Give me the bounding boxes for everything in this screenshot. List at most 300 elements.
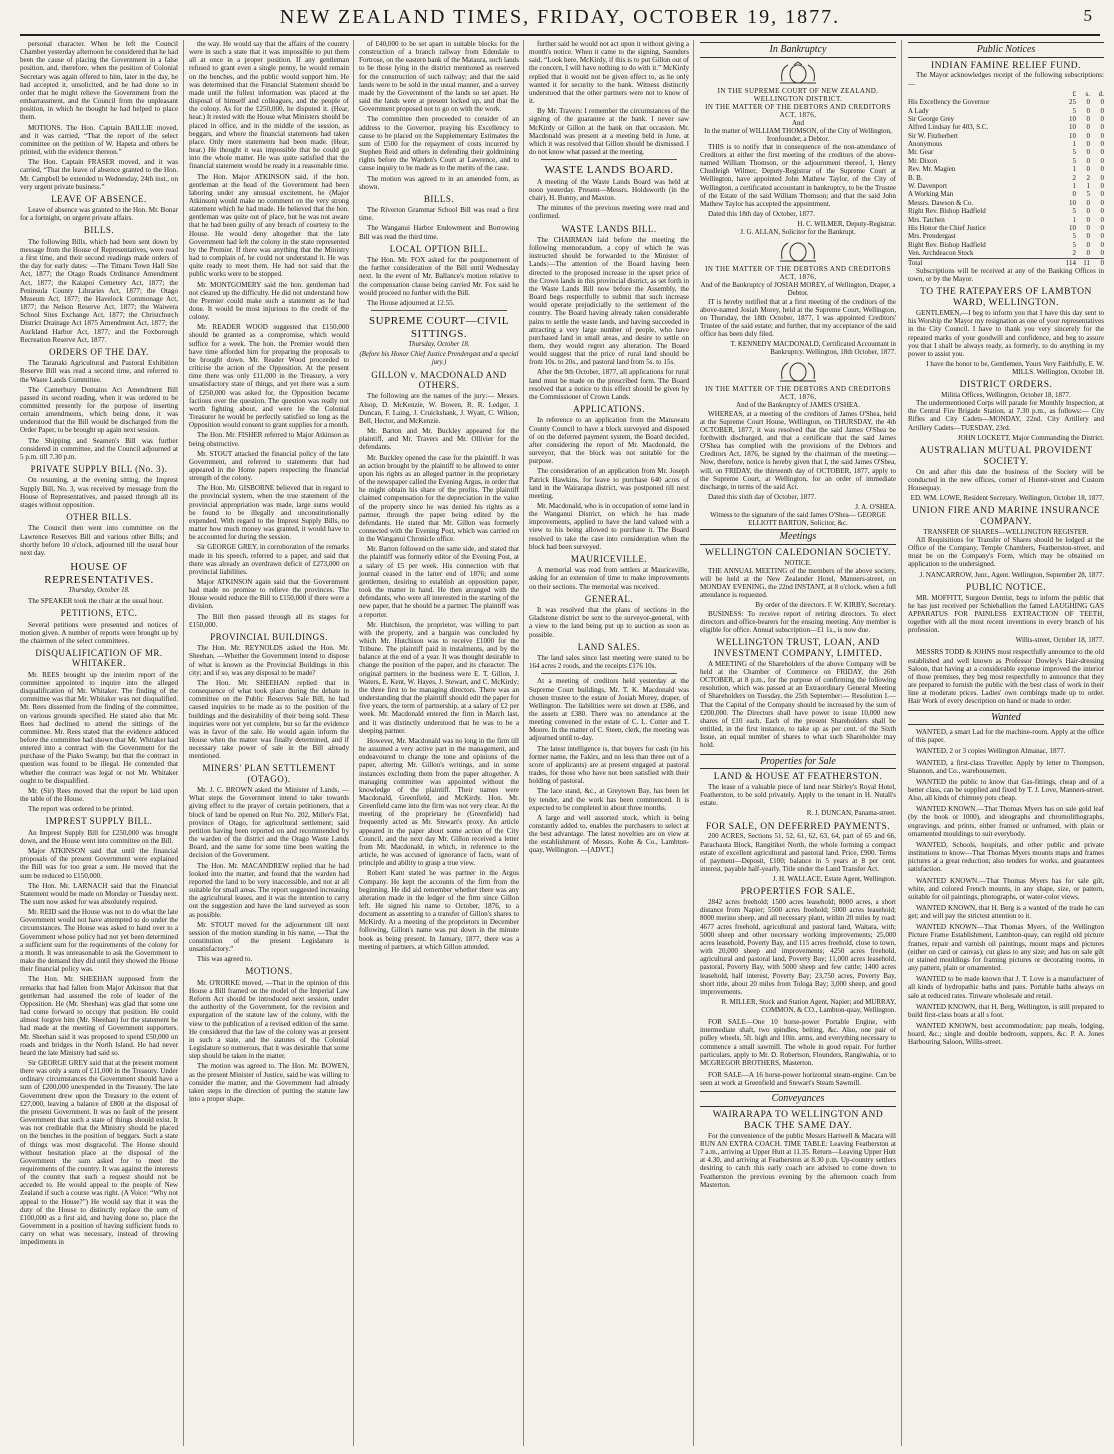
amount-cell: 0 — [1072, 190, 1076, 199]
article-paragraph: After the 9th October, 1877, all applications for rural land must be made on the prescribed form. The Board resolved that a notice to this effect should be given by the Commissioner of Crown Lands. — [529, 368, 689, 401]
article-paragraph: The following are the names of the jury:— Messrs. Alsop, D. McKenzie, W. Bowen, R. R. Ledger, J. Duncan, F. Laing, J. Cruickshank, J. Wyatt, C. Wilson, Bell, Hector, and McKenzie. — [359, 392, 519, 425]
amount-cell: 0 — [1100, 114, 1104, 123]
table-row — [908, 216, 1104, 224]
amount-cell: 1 — [1072, 165, 1076, 174]
article-paragraph: The Hon. Mr. REYNOLDS asked the Hon. Mr. Sheehan, —Whether the Government intend to dispose of what is known as the Provincial Buildings in this city; and if so, was any disposal to be made? — [189, 644, 349, 677]
section-heading: LAND SALES. — [577, 641, 641, 652]
amount-cell: 10 — [1069, 198, 1076, 207]
ad-caption: LAND & HOUSE AT FEATHERSTON. — [713, 772, 883, 783]
article-paragraph: The Taranaki Agricultural and Pastoral Exhibition Reserve Bill was read a second time, and referred to the Waste Lands Committee. — [20, 359, 178, 384]
subscription-rows — [908, 98, 1104, 258]
section-heading: APPLICATIONS. — [573, 404, 645, 415]
ad-signature: I have the honor to be, Gentlemen, Yours Very Faithfully, E. W. MILLS. Wellington, October 18. — [926, 360, 1104, 377]
total-cell: 114 — [1062, 258, 1076, 267]
ad-body: THE ANNUAL MEETING of the members of the above society, will be held at the New Zealander Hotel, Manners-street, on MONDAY EVENING, the 22nd INSTANT, at 8 o'clock, when a full attendance is requested. — [700, 566, 896, 600]
subscription-table — [908, 90, 1104, 267]
meeting-ad — [700, 638, 896, 750]
ad-body: MR. MOFFITT, Surgeon Dentist, begs to inform the public that he has just received per Schiehallion the famed LAUGHING GAS APPARATUS FOR PAINLESS EXTRACTION OF TEETH, together with all the most recent inventions in every branch of his profession. — [908, 593, 1104, 635]
wanted-ad: WANTED KNOWN, that H. Berg, Wellington, is still prepared to build first-class boats at all s foot. — [908, 1002, 1104, 1019]
subscriber-name: His Honor the Chief Justice — [908, 223, 986, 232]
ad-signature: R. MILLER, Stock and Station Agent, Napier; and MURRAY, COMMON, & CO., Lambton-quay, Wellington. — [721, 998, 896, 1015]
ad-body: A MEETING of the Shareholders of the above Company will be held at the Chamber of Commerce on FRIDAY, the 26th OCTOBER, at 8 p.m., for the purpose of confirming the following resolution, which was passed at an Extraordinary General Meeting of Shareholders on Tuesday, the 25th September:— Resolution I.—That the Capital of the Company should be increased by the sum of £200,000. The Directors shall have power to issue 10,000 new shares of £10 each. Each of the present Shareholders shall be entitled, in the first instance, to take up as per cent. of the Sixth Issue, an equal number of shares to what such Shareholder may hold. — [700, 659, 896, 750]
amount-cell: 1 — [1072, 182, 1076, 191]
subscriber-name: Right Rev. Bishop Hadfield — [908, 207, 986, 216]
notice-subtitle: And of the Bankruptcy of JOSIAH MOREY, of Wellington, Draper, a Debtor. — [700, 281, 896, 298]
amount-cell: 0 — [1100, 190, 1104, 199]
ad-body: 2842 acres freehold; 1500 acres leasehold; 8000 acres, a short distance from Napier; 5500 acres freehold; 5000 acres leasehold; 8000 merino sheep, and all necessary plant, within 20 miles by road; 4677 acres freehold, agricultural and pastoral land, Waitara, with; 5000 sheep and other necessary working improvements; 25,000 acres leasehold, Poverty Bay, and 115 acres freehold, close to town, with 20,000 sheep and improvements; 4250 acres freehold, agricultural and pastoral land, Poverty Bay; 11,000 acres leasehold, pastoral, Poverty Bay, with 5000 sheep and few cattle; 1400 acres leasehold, half interest, Poverty Bay; 23,750 acres, Poverty Bay, short title, about 20 miles from Tologa Bay; 3,000 sheep, and good improvements. — [700, 898, 896, 996]
article-paragraph: The motion was agreed to. The Hon. Mr. BOWEN, as the present Minister of Justice, said he was willing to consider the matter, and the Government had already taken steps in the direction of putting the statute law into a proper shape. — [189, 1062, 349, 1103]
subscriber-name: Rev. Mr. Magien — [908, 165, 956, 174]
article-paragraph: The latest intelligence is, that buyers for cash (in his former name, the Fakirs, and no less than three out of a score of applicants) are at present engaged at pastoral trades, for those who have not been satisfied with their holding of pastoral. — [529, 744, 689, 786]
amount-cell: 0 — [1086, 98, 1090, 107]
amount-cell: 25 — [1069, 98, 1076, 107]
amount-cell: 2 — [1072, 173, 1076, 182]
amount-cell: 0 — [1086, 114, 1090, 123]
column-3 — [353, 40, 524, 1446]
notice-body: THIS is to notify that in consequence of the non-attendance of Creditors at either the first meeting of the creditors of the above-named William Thomson, or the adjournment thereof, I, Henry Chudleigh Wilmer, Deputy-Registrar of the Supreme Court at Wellington, have appointed John Mathew Taylor, of the City of Wellington, a certificated accountant in bankruptcy, to be the Trustee of the Estate of the said William Thomson; and that the said John Mathew Taylor has accepted the appointment. — [700, 142, 896, 208]
amount-cell: 0 — [1086, 156, 1090, 165]
section-heading: WASTE LANDS BILL. — [561, 223, 657, 234]
amount-cell: 1 — [1086, 182, 1090, 191]
section-heading: LOCAL OPTION BILL. — [389, 243, 489, 254]
table-row — [908, 132, 1104, 140]
ad-caption: WAIRARAPA TO WELLINGTON AND BACK THE SAME DAY. — [712, 1109, 884, 1131]
ad-caption: TO THE RATEPAYERS OF LAMBTON WARD, WELLINGTON. — [920, 287, 1092, 309]
hairdresser-ad — [908, 648, 1104, 705]
article-paragraph: Major ATKINSON said that until the financial proposals of the present Government were explained the Bill was for too great a sum. He moved that the sum be reduced to £150,000. — [20, 847, 178, 880]
article-paragraph: Mr. MONTGOMERY said the hon. gentleman had not cleared up the difficulty. He did not understand how the Premier could make such a statement as he had done. It would be most injurious to the credit of the colony. — [189, 280, 349, 322]
subscriber-name: Anonymous — [908, 140, 943, 149]
subscriber-name: B. B. — [908, 173, 923, 182]
ad-body: The lease of a valuable piece of land near Shirley's Royal Hotel, Featherston, to be sold privately. Apply to the tenant in H. Nutall's estate. — [700, 782, 896, 808]
amount-cell: 0 — [1086, 207, 1090, 216]
amount-cell: 0 — [1100, 148, 1104, 157]
article-paragraph: the way. He would say that the affairs of the country were in such a state that it was impossible to put them all at once in a proper position. If any gentleman refused to grant even a single penny, he would remain on the benches, and the public would support him. He was determined that the Financial Statement should be made until the fullest information was placed at the disposal of himself and colleagues, and the people of the colony. As for the £250,000, he disputed it. (Hear, hear.) It rested with the House what Ministers should be placed in office, and in the middle of the session, as beggars, and where the financial statements had taken place. Only mere statements had been made. (Hear, hear.) He thought it was impossible that he could go into the whole matter. He was quite satisfied that the financial statement would be ready in a reasonable time. — [189, 40, 349, 171]
column-2 — [183, 40, 354, 1446]
article-paragraph: The Hon. Mr. GISBORNE believed that in regard to the provincial system, when the true statement of the provincial appropriation was made, large sums would be found to be illegally and unconstitutionally expended. With regard to the Imprest Supply Bills, no matter how much money was granted, it would have to be accounted for during the session. — [189, 484, 349, 542]
wanted-ads — [908, 728, 1104, 1046]
article-paragraph: The Hon. Mr. FOX asked for the postponement of the further consideration of the Bill until Wednesday next. In the event of Mr. Ballance's motion relative to the compensation clause being carried Mr. Fox said he would proceed no further with the Bill. — [359, 256, 519, 297]
article-paragraph: Mr. STOUT attacked the financial policy of the late Government, and referred to statements that had appeared in the Home papers respecting the financial strength of the colony. — [189, 449, 349, 483]
table-row — [908, 174, 1104, 182]
category-header: Properties for Sale — [700, 754, 896, 770]
wanted-ad: WANTED to be made known that J. T. Love is a manufacturer of all kinds of hydropathic baths and pans. Portable baths always on sale at reduced rates. Tinware wholesale and retail. — [908, 975, 1104, 1000]
notice-signature: T. KENNEDY MACDONALD, Certificated Accountant in Bankruptcy. Wellington, 18th October, 1877. — [730, 340, 896, 357]
article-paragraph: The Hon. Mr. SHEEHAN replied that in consequence of what took place during the debate in committee on the Public Reserves Sale Bill, he had caused inquiries to be made as to the position of the buildings and the desirability of their being sold. These inquiries were not yet complete, but so far the evidence was in favor of the sale. He would again inform the House when the matter was finally determined, and if necessary take power of sale in the Bill already mentioned. — [189, 678, 349, 761]
article-paragraph: The following Bills, which had been sent down by message from the House of Representatives, were read a first time, and their second readings made orders of the day for early dates: —The Timaru Town Hall Site Act, 1877; the Otago Roads Ordinance Amendment Act, 1877; the Kaiapoi Cemetery Act, 1877; the Peninsula County Libraries Act, 1877; the Otago Museum Act, 1877; the Havelock Commonage Act, 1877; the Nelson Reserve Act, 1877; the Waiwera School Sites Exchange Act, 1877; the Christchurch District Drainage Act 1875 Amendment Act, 1877; the Auckland Harbor Act, 1877; and the Foxborough Recreation Reserve Act, 1877. — [20, 237, 178, 344]
article-paragraph: A meeting of the Waste Lands Board was held at noon yesterday. Present—Messrs. Holdsworth (in the chair), H. Bunny, and Maxton. — [529, 177, 689, 203]
amount-cell: 0 — [1086, 198, 1090, 207]
article-paragraph: The Wanganui Harbor Endowment and Borrowing Bill was read the third time. — [359, 224, 519, 241]
notice-date: Dated this 18th day of October, 1877. — [708, 210, 815, 219]
ad-signature: J. H. WALLACE, Estate Agent, Wellington. — [772, 875, 896, 884]
amount-cell: 1 — [1072, 140, 1076, 149]
amount-cell: 0 — [1086, 165, 1090, 174]
subscriber-name: W. Davenport — [908, 182, 948, 191]
article-paragraph: It was resolved that the plans of sections in the Gladstone district be sent to the surveyor-general, with a view to the land being put up to auction as soon as possible. — [529, 606, 689, 639]
table-row — [908, 207, 1104, 215]
coat-of-arms-icon — [776, 359, 820, 383]
conveyance-ad — [700, 1110, 896, 1189]
section-heading: OTHER BILLS. — [66, 512, 132, 523]
section-date: Thursday, October 18. — [68, 587, 130, 595]
subscriber-name: Mr. Dixon — [908, 156, 938, 165]
ratepayers-ad — [908, 287, 1104, 376]
subscriber-name: Ven. Archdeacon Stock — [908, 249, 974, 258]
ad-body: Subscriptions will be received at any of the Banking Offices in town, or by the Mayor. — [908, 266, 1104, 284]
article-paragraph: Mr. Buckley opened the case for the plaintiff. It was an action brought by the plaintiff to be allowed to enter upon his rights as an alleged partner in the proprietary of the newspaper called the Evening Argus, in order that he might obtain his share of the profits. The plaintiff claimed compensation for the depreciation in the value of the property since he was denied his rights as a partner, through the paper being edited by the defendants. He stated that Mr. Gillon was formerly connected with the Evening Post, which was carried on in the Wanganui Chronicle office. — [359, 453, 519, 544]
article-paragraph: Leave of absence was granted to the Hon. Mr. Bonar for a fortnight, on urgent private affairs. — [20, 206, 178, 223]
ad-caption: DISTRICT ORDERS. — [959, 380, 1053, 391]
section-note: (Before his Honor Chief Justice Prendergast and a special jury.) — [359, 351, 519, 366]
section-date: Thursday, October 18. — [408, 341, 470, 349]
table-row — [908, 232, 1104, 240]
amount-cell: 0 — [1086, 215, 1090, 224]
article-paragraph: personal character. When he left the Council Chamber yesterday afternoon he considered that he had been the cause of placing the Government in a false position, and, therefore, when the position of Colonial Secretary was again offered to him, later in the day, he had accepted it, unsolicited, and he had done so in order that he might relieve the Government from the embarrassment, and the Council from the unpleasant position, in which he thought he had helped to place them. — [20, 40, 178, 122]
category-header: Wanted — [908, 710, 1104, 726]
total-row — [908, 258, 1104, 267]
property-ad — [700, 1071, 896, 1087]
subscriber-name: Mr. Gear — [908, 148, 934, 157]
table-row — [908, 249, 1104, 258]
section-heading: ORDERS OF THE DAY. — [49, 346, 149, 357]
amount-cell: 0 — [1100, 182, 1104, 191]
total-cell: 11 — [1076, 258, 1090, 267]
article-paragraph: The Hon. Mr. LARNACH said that the Financial Statement would be made on Monday or Tuesday next. The sum now asked for was absolutely required. — [20, 881, 178, 906]
ad-body: On and after this date the business of the Society will be conducted in the new offices, corner of Hunter-street and Custom Housequay. — [908, 467, 1104, 492]
article-paragraph: Mr. Barton followed on the same side, and stated that the plaintiff was formerly editor of the Evening Post, at a salary of £5 per week. His connection with that journal ceased in the latter end of 1876; and some gentlemen, desiring to establish an opposition paper, took the matter in hand. He then arranged with the defendants, who were all interested in the starting of the new paper, that he should be a partner. The plaintiff was a reporter. — [359, 545, 519, 619]
amount-cell: 0 — [1100, 173, 1104, 182]
article-paragraph: The minutes of the previous meeting were read and confirmed. — [529, 204, 689, 221]
amount-cell: 0 — [1086, 240, 1090, 249]
property-ad — [700, 822, 896, 884]
category-header: In Bankruptcy — [700, 42, 896, 58]
article-paragraph: A memorial was read from settlers at Mauriceville, asking for an extension of time to make improvements on their sections. The memorial was received. — [529, 566, 689, 591]
article-paragraph: The Canterbury Domains Act Amendment Bill passed its second reading, when it was ordered to be committed presently for the purpose of inserting certain amendments, which being done, it was understood that the Bill would be discharged from the Order Paper, to be brought up again next session. — [20, 385, 178, 435]
subscriber-name: Messrs. Dawson & Co. — [908, 198, 974, 207]
table-row — [908, 224, 1104, 232]
wanted-ad: WANTED KNOWN, best accommodation; pap meals, lodging, board, &c.; single and double bedroom, suppers, &c. P. A. Jones Harbouring Saloon, Willis-street. — [908, 1022, 1104, 1047]
article-paragraph: However, Mr. Macdonald was no long in the firm till he assumed a very active part in the management, and endeavoured to change the tone and opinions of the paper, altering Mr. Gillon's writings, and in some instances excluding them from the paper altogether. A managing committee was appointed without the knowledge of the plaintiff. Their names were Macdonald, Greenfield, and McKirdy. Hon. Mr. Greenfield came into the firm was not very clear. At the meeting of the proprietary he (Greenfield) had frequently acted as Mr. Stewart's proxy. An article appeared in the paper about some action of the City Council, and the next day Mr. Gillon received a letter from Mr. Macdonald, in which, in reference to the article, he was accused of ignorance of facts, want of principle and ability to grasp a true view. — [359, 736, 519, 868]
column-1 — [20, 40, 183, 1446]
property-ad — [700, 1018, 896, 1067]
article-paragraph: Mr. Hutchison, the proprietor, was willing to part with the property, and a bargain was concluded by which Mr. Hutchison was to receive £1000 for the Tribune. The plaintiff paid in instalments, and by the balance at the end of a year. It was thought desirable to change the position of the paper, and its character. The original partners in the business were E. T. Gillon, J. Waters, E. Kent, W. Hayes, J. Stewart, and C. McKirdy; the three first to be managing directors. There was an understanding that the plaintiff should edit the paper for five years, the term of partnership, at a salary of £2 per week. Mr. Macdonald entered the firm in March last, and it was distinctly understood that he was to be a sleeping partner. — [359, 620, 519, 735]
notice-subtitle: And of the Bankruptcy of JAMES O'SHEA. — [736, 401, 860, 410]
category-header: Conveyances — [700, 1091, 896, 1107]
category-header: Public Notices — [908, 42, 1104, 58]
ad-body: The undermentioned Corps will parade for Monthly Inspection, at the Central Fire Brigade Station, at 7.30 p.m., as follows:— City Rifles and City Cadets—MONDAY, 22nd. City Artillery and Artillery Cadets—TUESDAY, 23rd. — [908, 399, 1104, 432]
divider — [541, 159, 677, 160]
section-heading: PRIVATE SUPPLY BILL (No. 3). — [30, 464, 168, 475]
notice-solicitor: J. G. ALLAN, Solicitor for the Bankrupt. — [740, 228, 856, 237]
famine-fund-ad — [908, 61, 1104, 284]
ad-body: All Requisitions for Transfer of Shares should be lodged at the Office of the Company, Temple Chambers, Featherston-street, and must be on the Company's Form, which may be obtained on application to the undersigned. — [908, 536, 1104, 569]
wanted-ad: WANTED, a smart Lad for the machine-room. Apply at the office of this paper. — [908, 728, 1104, 745]
section-heading: MINERS' PLAN SETTLEMENT (OTAGO). — [202, 763, 336, 784]
notice-title: IN THE SUPREME COURT OF NEW ZEALAND. WELLINGTON DISTRICT. — [717, 86, 879, 103]
amount-cell: 0 — [1086, 123, 1090, 132]
property-ad — [700, 772, 896, 817]
divider — [371, 310, 507, 311]
ad-signature: J. NANCARROW, Junr., Agent. Wellington, September 28, 1877. — [919, 570, 1104, 579]
ad-signature: Willis-street, October 18, 1877. — [1015, 636, 1104, 645]
section-heading: BILLS. — [423, 193, 455, 204]
article-paragraph: Sir GEORGE GREY said that at the present moment there was only a sum of £11,000 in the Treasury. Under ordinary circumstances the Government should have a sum of £200,000 unexpended in the Treasury. The late Government drew upon the Treasury to the extent of £27,000, leaving a balance of £800 at the disposal of the present Government. It was no fault of the present Government that such a state of things should exist. It was not creditable that the Ministry should be placed on the benches in the position of beggars. Such a state of things was most disgraceful. The House should without hesitation place at the disposal of the Government the sum asked for to meet the requirements of the country. It was against the interests of the country that such a request should not be acceded to. He would appeal to the people of New Zealand if such a course was right. (A Voice: “Why not appeal to the House?”) He would say that it was the duty of the House to distinctly replace the sum of £100,000 as a first aid, and having done so, place the Government in a position of having sufficient funds to carry on what was necessary, instead of throwing impediments in — [20, 1058, 178, 1247]
ad-caption: AUSTRALIAN MUTUAL PROVIDENT SOCIETY. — [919, 445, 1093, 467]
ad-caption: PUBLIC NOTICE. — [965, 582, 1047, 593]
section-heading: PROVINCIAL BUILDINGS. — [210, 631, 328, 642]
ad-caption: FOR SALE, ON DEFERRED PAYMENTS. — [705, 821, 891, 832]
amount-cell: 0 — [1100, 249, 1104, 258]
ad-caption: INDIAN FAMINE RELIEF FUND. — [930, 60, 1082, 71]
amount-cell: 5 — [1072, 207, 1076, 216]
article-paragraph: The Hon. Mr. FISHER referred to Major Atkinson as being obstructive. — [189, 431, 349, 448]
article-paragraph: Mr. J. C. BROWN asked the Minister of Lands, —What steps the Government intend to take towards giving effect to the prayer of certain petitioners, that a block of land be opened on Run No. 202, Miller's Flat, province of Otago, for agricultural settlement; said petition having been reported on and recommended by the warden of the district and the Otago Waste Lands Board, and the same for some time been waiting the decision of the Government. — [189, 786, 349, 860]
total-cell: 0 — [1090, 258, 1104, 267]
amount-cell: 5 — [1072, 106, 1076, 115]
table-row — [908, 140, 1104, 148]
column-5 — [693, 40, 902, 1446]
table-row — [908, 190, 1104, 198]
article-paragraph: The Riverton Grammar School Bill was read a first time. — [359, 206, 519, 223]
amount-cell: 10 — [1069, 223, 1076, 232]
amount-cell: 0 — [1100, 240, 1104, 249]
article-paragraph: The committee then proceeded to consider of an address to the Governor, praying his Excellency to cause to be placed on the Supplementary Estimates the sum of £500 for the repayment of costs incurred by Stephen Reid and others in defending their goldmining rights before the Warden's Court at Lawrence, and to cause inquiry to be made as to the merits of the case. — [359, 115, 519, 173]
amount-cell: 0 — [1086, 232, 1090, 241]
table-row — [908, 241, 1104, 249]
subscriber-name: A Working Man — [908, 190, 954, 199]
subscriber-name: A Lady — [908, 106, 929, 115]
subscriber-name: Right Rev. Bishop Hadfield — [908, 240, 986, 249]
amount-cell: 2 — [1072, 249, 1076, 258]
article-paragraph: The CHAIRMAN laid before the meeting the following memorandum, a copy of which he was instructed should be forwarded to the Minister of Lands:—The attention of the Board having been directed to the proposed increase in the upset price of the Crown lands in this provincial district, as set forth in the Waste Lands Bill now before the Assembly, the Board begs respectfully to submit that such increase would operate prejudicially to the settlement of the country. The Board having already taken considerable pains to settle the waste lands, and having succeeded in attracting a very large number of people, who have purchased land in small areas, and desire to settle on them, they would regret any alteration. The Board would suggest that the price of rural land should be from 10s. to 20s., and pastoral land from 5s. to 15s. — [529, 235, 689, 367]
notice-title: IN THE MATTER OF THE DEBTORS AND CREDITORS ACT, 1876, — [705, 385, 891, 402]
article-paragraph: The Council then went into committee on the Lawrence Reserves Bill and various other Bills; and shortly before 10 o'clock, adjourned till the usual hour next day. — [20, 524, 178, 557]
table-row — [908, 199, 1104, 207]
article-paragraph: In reference to an application from the Manawatu County Council to have a block surveyed and disposed of on the deferred payment system, the Board decided, after considering the report of Mr. Macdonald, the surveyor, that the block was not suitable for the purpose. — [529, 416, 689, 466]
amount-cell: 0 — [1100, 223, 1104, 232]
newspaper-columns — [20, 40, 1104, 1446]
article-paragraph: The Bill then passed through all its stages for £150,000. — [189, 612, 349, 629]
amount-cell: 10 — [1069, 131, 1076, 140]
ad-body: FOR SALE—One 10 horse-power Portable Engine, with intermediate shaft, two spindles, belting, &c. Also, one pair of pulley wheels, 5ft. high and 10in. arms, and everything necessary to commence a small sawmill. The whole in good repair. For further particulars, apply to Mr. D. Robertson, Flounders, Rangiwahia, or to MCGREGOR BROTHERS, Masterton. — [700, 1018, 896, 1067]
subscriber-name: Alfred Lindsay for 403, S.C. — [908, 123, 989, 132]
article-paragraph: Mr. REID said the House was not to do what the late Government would not have attempted to do under the circumstances. The House was asked to hand over to a Government whose policy had not yet been determined a sufficient sum for the requirements of the colony for a month. It was unreasonable to ask the Government to make the demand they did until they showed the House their financial policy was. — [20, 908, 178, 974]
amount-cell: 0 — [1100, 140, 1104, 149]
ad-caption: PROPERTIES FOR SALE. — [740, 887, 856, 898]
ad-body: FOR SALE—A 16 horse-power horizontal steam-engine. Can be seen at work at Greenfield and Stewart's Steam Sawmill. — [700, 1071, 896, 1088]
wanted-ad: WANTED KNOWN—That Thomas Myers, of the Wellington Picture Frame Establishment, Lambton-quay, can regild old picture frames, repair and varnish oil paintings, mount maps and pictures (either on card or canvas), cut glass to any size; and has on sale gilt or stained mouldings for framing pictures or decorating rooms, in any pattern, plain or ornamented. — [908, 923, 1104, 973]
amount-cell: 0 — [1086, 249, 1090, 258]
article-paragraph: The Hon. Major ATKINSON said, if the hon. gentleman at the head of the Government had been laboring under any unusual excitement, he (Major Atkinson) would make no comment on the very strong statement which he had made. He believed that the hon. gentleman was quite out of place, but he was not aware that he had been guilty of any breach of courtesy to the House. He would deny altogether that the late Government had left the colony in the state represented by the Premier. If there was anything that the Ministry had to complain of, he could not understand it. He was quite ready to meet them. He had not said that the public works were to be stopped. — [189, 172, 349, 279]
subscriber-name: Mrs. Tatchen — [908, 215, 945, 224]
table-row — [908, 182, 1104, 190]
amount-cell: 0 — [1100, 165, 1104, 174]
article-paragraph: The report was ordered to be printed. — [28, 805, 134, 814]
article-paragraph: Mr. REES brought up the interim report of the committee appointed to inquire into the alleged disqualification of Mr. Whitaker. The finding of the committee was that Mr. Whitaker was not disqualified. Mr. Rees dissented from the finding of the committee, on various grounds specified. He stated also that Mr. Rees had declined to attend the sittings of the committee. Mr. Rees stated that the evidence adduced before the committee had shown that Mr. Whitaker had entered into a contract with the Government for the purchase of the Piako Swamp; but that the contract in question was found to be illegal. He contended that whether the contract was legal or not Mr. Whitaker ought to be disqualified. — [20, 670, 178, 785]
ad-signature: JOHN LOCKETT, Major Commanding the District. — [957, 433, 1104, 442]
table-row — [908, 107, 1104, 115]
wanted-ad: WANTED KNOWN.—That Thomas Myers has for sale gilt, white, and colored French mounts, in any shape, size, or pattern, suitable for oil paintings, photographs, or water-color views. — [908, 876, 1104, 901]
table-row — [908, 165, 1104, 173]
article-paragraph: This was agreed to. — [197, 955, 253, 964]
coat-of-arms-icon — [776, 239, 820, 263]
notice-party: In the matter of WILLIAM THOMSON, of the City of Wellington, Ironfounder, a Debtor. — [704, 126, 892, 143]
section-title: HOUSE OF REPRESENTATIVES. — [44, 561, 154, 586]
article-paragraph: The lace stand, &c., at Greytown Bay, has been let by tender, and the work has been commenced. It is expected to be completed in about three months. — [529, 787, 689, 812]
ad-body: BUSINESS: To receive report of retiring directors. To elect directors and office-bearers for the ensuing meeting. Any member is eligible for office. Annual subscription—£1 1s., is now due. — [700, 609, 896, 634]
meeting-ad — [700, 548, 896, 634]
masthead — [20, 0, 1100, 36]
table-header-cell: £ — [1072, 89, 1076, 98]
category-header: Meetings — [700, 529, 896, 545]
amount-cell: 0 — [1086, 140, 1090, 149]
section-heading: BILLS. — [83, 225, 115, 236]
amount-cell: 0 — [1086, 131, 1090, 140]
notice-body: IT is hereby notified that at a first meeting of the creditors of the above-named Josiah Morey, held at the Supreme Court, Wellington, on Thursday, the 18th October, 1877, I was appointed Creditors' Trustee of the said estate; and further, that my acceptance of the said office has been duly filed. — [700, 297, 896, 339]
article-paragraph: Mr. Barton and Mr. Buckley appeared for the plaintiff, and Mr. Travers and Mr. Ollivier for the defendants. — [359, 427, 519, 452]
ad-notice-label: NOTICE. — [784, 558, 812, 567]
table-header-row — [908, 90, 1104, 98]
wanted-ad: WANTED, a first-class Traveller. Apply by letter to Thompson, Shannon, and Co., warehousemen. — [908, 758, 1104, 775]
ad-caption: UNION FIRE AND MARINE INSURANCE COMPANY. — [911, 506, 1101, 528]
amount-cell: 10 — [1069, 123, 1076, 132]
amount-cell: 0 — [1100, 98, 1104, 107]
section-heading: PETITIONS, ETC. — [60, 608, 138, 619]
amount-cell: 5 — [1072, 156, 1076, 165]
article-paragraph: The Hon. Mr. MACANDREW replied that he had looked into the matter, and found that the warden had reported the land to be very inaccessible, and not at all suitable for small areas. The report suggested increasing the agricultural leases, and it was the intention to carry out the suggestion and have the land surveyed as soon as possible. — [189, 861, 349, 919]
section-heading: GENERAL. — [584, 593, 634, 604]
section-heading: MAURICEVILLE. — [570, 553, 648, 564]
section-title: WASTE LANDS BOARD. — [544, 164, 674, 177]
article-paragraph: Robert Kant stated he was partner in the Argus Company. He kept the accounts of the firm from the beginning. He did aid remember whether there was any alteration made in the ledger of the firm since Gillon left. He signed his name to October, 1876, to a document as assenting to a transfer of Gillon's shares to McKirdy. At a meeting of the proprietors in December following, Gillon's name was put down in the minute book as being present. In January, 1877, there was a meeting of partners, at which Gillon attended. — [359, 869, 519, 951]
dentist-ad — [908, 583, 1104, 645]
article-paragraph: The SPEAKER took the chair at the usual hour. — [28, 597, 164, 606]
newspaper-title: NEW ZEALAND TIMES, FRIDAY, OCTOBER 19, 1877. — [279, 6, 841, 28]
article-paragraph: The land sales since last meeting were stated to be 164 acres 2 roods, and the receipts £176 10s. — [529, 654, 689, 671]
amount-cell: 0 — [1086, 223, 1090, 232]
wanted-ad: WANTED, 2 or 3 copies Wellington Almanac, 1877. — [916, 747, 1066, 756]
article-paragraph: MOTIONS. The Hon. Captain BAILLIE moved, and it was carried, “That the report of the select committee on the petition of W. Hapeta and others be printed, with the evidence thereon.” — [20, 123, 178, 157]
amount-cell: 0 — [1086, 148, 1090, 157]
article-paragraph: Mr. READER WOOD suggested that £150,000 should be granted as a compromise, which would suffice for a week. The hon. the Premier would then have time afforded him for preparing the proposals to be brought down. Mr. Reader Wood proceeded to criticise the action of the Opposition. At the present time there was only £11,000 in the Treasury, a very unsatisfactory state of things, and yet there was a sum of £250,000 was asked for, the Opposition became factious over the question. The question was really not worth fighting about, and were he the Colonial Treasurer he would be perfectly satisfied so long as the Opposition would consent to grant supplies for a month. — [189, 323, 349, 430]
amount-cell: 0 — [1100, 198, 1104, 207]
ad-body: For the convenience of the public Messrs Hartwell & Macara will RUN AN EXTRA COACH. TIME TABLE: Leaving Featherston at 7 a.m., arriving at Upper Hutt at 11.35. Return—Leaving Upper Hutt at 4.30, and arriving at Featherston at 8.30 p.m. Up-country settlers desiring to catch this early coach are advised to come down to Featherston the previous evening by the afternoon coach from Masterton. — [700, 1131, 896, 1189]
amount-cell: 5 — [1086, 190, 1090, 199]
table-header-cell: s. — [1085, 89, 1090, 98]
article-paragraph: Mr. STOUT moved for the adjournment till next session of the motion standing in his name, —That the constitution of the present Legislature is unsatisfactory.” — [189, 920, 349, 954]
table-row — [908, 98, 1104, 106]
ad-signature: By order of the directors. F. W. KIRBY, Secretary. — [755, 601, 896, 610]
ad-signature: R. J. DUNCAN, Panama-street. — [806, 809, 896, 818]
divider — [541, 673, 677, 674]
article-paragraph: The consideration of an application from Mr. Joseph Patrick Hawkins, for leave to purchase 640 acres of land in the Wairarapa district, was postponed till next meeting. — [529, 467, 689, 500]
section-heading: DISQUALIFICATION OF MR. WHITAKER. — [35, 648, 163, 669]
table-row — [908, 123, 1104, 131]
union-insurance-ad — [908, 506, 1104, 579]
property-ad — [700, 887, 896, 1014]
notice-and: And — [791, 118, 805, 127]
article-paragraph: A large and well assorted stock, which is being constantly added to, enables the purchasers to select at the best advantage. The latest novelties are on view at the establishment of Messrs. Kohn & Co., Lambton-quay, Wellington. —[ADVT.] — [529, 813, 689, 855]
ad-body: 200 ACRES, Sections 51, 52, 61, 62, 63, 64, part of 65 and 66, Parachauta Block, Rangitikei North, the whole forming a compact estate of excellent agricultural and pastoral land. Price, £900. Terms of payment—Deposit, £100; balance in 5 years at 8 per cent. interest, payable half-yearly. Title under the Land Transfer Act. — [700, 832, 896, 874]
amount-cell: 1 — [1072, 215, 1076, 224]
article-paragraph: The motion was agreed to in an amended form, as shown. — [359, 174, 519, 191]
ad-body: MESSRS TODD & JOHNS most respectfully announce to the old established and well known as Professor Dowley's Hair-dressing Saloon, that having at a considerable expense improved the interior of those premises, they beg most respectfully to announce that they are prepared to furnish the public with the best class of work in their line at moderate prices. Ladies' own combings made up to order. Hair Work of every description on hand or made to order. — [908, 648, 1104, 706]
subscriber-name: His Excellency the Governor — [908, 98, 990, 107]
ad-body: The Mayor acknowledges receipt of the following subscriptions:— — [908, 71, 1104, 88]
notice-title: IN THE MATTER OF THE DEBTORS AND CREDITORS ACT, 1876, — [705, 265, 891, 282]
table-header-cell: d. — [1098, 89, 1104, 98]
amp-society-ad — [908, 446, 1104, 502]
notice-body: WHEREAS, at a meeting of the creditors of James O'Shea, held at the Supreme Court House, Wellington, on THURSDAY, the 4th OCTOBER, 1877, it was resolved that the said James O'Shea be forthwith discharged, and that a certificate that the said James O'Shea has complied with the provisions of the Debtors and Creditors Act, 1876, be signed by the chairman of the meeting:—Now, therefore, notice is hereby given that I, the said James O'Shea, will, on FRIDAY, the thirteenth day of OCTOBER, 1877, apply to the Supreme Court, at Wellington, for an order of immediate discharge, in terms of the said Act. — [700, 409, 896, 491]
article-paragraph: The Hon. Mr. SHEEHAN supposed from the remarks that had fallen from Major Atkinson that that gentleman had assumed the role of leader of the Opposition. He (Mr. Sheehan) was glad that some one had come forward to occupy that position. He could almost forgive him (Mr. Sheehan) for the statement he had made at the meeting of Government supporters. Mr. Sheehan said it was proposed to spend £50,000 on roads and bridges in the North Island. He had never heard the late Ministry had said so. — [20, 975, 178, 1057]
amount-cell: 0 — [1100, 156, 1104, 165]
section-title: SUPREME COURT—CIVIL SITTINGS. — [369, 315, 509, 340]
amount-cell: 2 — [1086, 173, 1090, 182]
amount-cell: 0 — [1100, 123, 1104, 132]
section-heading: IMPREST SUPPLY BILL. — [45, 816, 153, 827]
district-orders-ad — [908, 380, 1104, 442]
subscriber-name: Sir W. Fitzherbert — [908, 131, 958, 140]
notice-signature: J. A. O'SHEA. — [855, 503, 896, 512]
article-paragraph: Sir GEORGE GREY, in corroboration of the remarks made in his speech, referred to a paper, and said that there was already an overdrawn deficit of £273,000 on provincial liabilities. — [189, 543, 349, 576]
article-paragraph: further said he would not act upon it without giving a month's notice. When it came to the signing, Saunders said, “Look here, McKirdy, if this is to put Gillon out of the concern, I will have nothing to do with it.” McKirdy replied that it would not be given effect to, as he only wanted it for security to the bank. Witness distinctly understood that the other partners were not to know of it. — [529, 40, 689, 106]
wanted-ad: WANTED the public to know that Gas-fittings, cheap and of a better class, can be supplied and fixed by T. J. Love, Manners-street. Also, all kinds of chimney pots cheap. — [908, 777, 1104, 803]
article-paragraph: Mr. (Sir) Rees moved that the report be laid upon the table of the House. — [20, 786, 178, 804]
coat-of-arms-icon — [776, 61, 820, 85]
article-paragraph: By Mr. Travers: I remember the circumstances of the signing of the guarantee at the bank. I never saw McKirdy or Gillon at the bank on that occasion. Mr. Macdonald was present at a meeting held in June, at which it was resolved that Gillon should be dismissed. I do not know what passed at the meeting. — [529, 107, 689, 157]
section-heading: GILLON v. MACDONALD AND OTHERS. — [371, 369, 507, 391]
ad-signature: ED. WM. LOWE, Resident Secretary. Wellington, October 18, 1877. — [910, 494, 1104, 503]
article-paragraph: Several petitions were presented and notices of motion given. A number of reports were brought up by the chairmen of the select committees. — [20, 620, 178, 645]
article-paragraph: The Shipping and Seamen's Bill was further considered in committee, and the Council adjourned at 5 p.m. till 7.30 p.m. — [20, 436, 178, 461]
amount-cell: 0 — [1100, 215, 1104, 224]
article-paragraph: Mr. Macdonald, who is in occupation of some land in the Wanganui District, on which he has made improvements, applied to have the land valued with a view to his being allowed to purchase it. The Board resolved to take the case into consideration when the block had been surveyed. — [529, 501, 689, 551]
article-paragraph: Mr. O'RORKE moved, —That in the opinion of this House a Bill framed on the model of the Imperial Law Reform Act should be introduced next session, under the authority of the Government, for the revision and expurgation of the statute law of the colony, with the view to the publication of a revised edition of the same. He considered that the law of the colony was at present in such a state, and the statutes of the Colonial Legislature so numerous, that it was desirable that some step should be taken in the matter. — [189, 978, 349, 1061]
ad-caption: WELLINGTON TRUST, LOAN, AND INVESTMENT COMPANY, LIMITED. — [713, 638, 883, 659]
amount-cell: 0 — [1086, 106, 1090, 115]
wanted-ad: WANTED, Schools, hospitals, and other public and private institutions to know—That Thomas Myers mounts maps and frames pictures at a great reduction; also tenders for works, and guarantees satisfaction. — [908, 840, 1104, 874]
amount-cell: 0 — [1100, 232, 1104, 241]
page-number: 5 — [1083, 6, 1092, 25]
section-heading: MOTIONS. — [245, 966, 293, 977]
notice-witness: Witness to the signature of the said James O'Shea— GEORGE ELLIOTT BARTON, Solicitor, &c. — [710, 511, 886, 528]
notice-date: Dated this sixth day of October, 1877. — [708, 493, 817, 502]
amount-cell: 5 — [1072, 240, 1076, 249]
amount-cell: 0 — [1100, 131, 1104, 140]
ad-caption: WELLINGTON CALEDONIAN SOCIETY. — [705, 547, 891, 558]
table-row — [908, 115, 1104, 123]
article-paragraph: An Imprest Supply Bill for £250,000 was brought down, and the House went into committee on the Bill. — [20, 828, 178, 845]
table-row — [908, 148, 1104, 156]
amount-cell: 10 — [1069, 114, 1076, 123]
article-paragraph: At a meeting of creditors held yesterday at the Supreme Court buildings, Mr. T. K. Macdonald was chosen trustee to the estate of Josiah Morey, draper, of Wellington. The liabilities were set down at £586, and the assets at £380. There was no attendance at the meeting convened in the estate of C. L. Cotter and T. Moore. In the matter of C. Steen, clerk, the meeting was adjourned until to-day. — [529, 677, 689, 743]
table-row — [908, 157, 1104, 165]
notice-subtitle: IN THE MATTER OF THE DEBTORS AND CREDITORS ACT, 1876, — [705, 102, 891, 119]
article-paragraph: Major ATKINSON again said that the Government had made no promise to relieve the provinces. The House would reduce the Bill to £150,000 if there were a division. — [189, 578, 349, 611]
subscriber-name: Mrs. Prendergast — [908, 232, 956, 241]
amount-cell: 0 — [1100, 207, 1104, 216]
subscriber-name: Sir George Grey — [908, 114, 955, 123]
ad-subtitle: TRANSFER OF SHARES—WELLINGTON REGISTER. — [923, 527, 1089, 536]
article-paragraph: of £40,000 to be set apart in suitable blocks for the construction of a branch railway from Edendale to Fortrose, on the eastern bank of the Mataura, such lands to be those lying in the district mentioned as reserved for the construction of such railway; and that the said lands were to be sold in the usual manner, and a survey made by the Government of the lands so set apart. He said the lands were at present locked up, and that the Government proposed not to go on with the work. — [359, 40, 519, 114]
notice-signature: H. C. WILMER, Deputy-Registrar. — [797, 220, 896, 229]
article-paragraph: The House adjourned at 12.55. — [367, 298, 455, 307]
article-paragraph: On resuming, at the evening sitting, the Imprest Supply Bill, No. 3, was received by message from the House of Representatives, and passed through all its stages without opposition. — [20, 476, 178, 509]
wanted-ad: WANTED KNOWN, that H. Berg is a wanted of the trade he can get; and will pay the strictest attention to it. — [908, 904, 1104, 921]
amount-cell: 0 — [1100, 106, 1104, 115]
wanted-ad: WANTED KNOWN.—That Thomas Myers has on sale gold leaf (by the book or 1000), and ideographs and chromolithographs, engravings, and prints, either framed or unframed, with plain or ornamented mouldings to suit everybody. — [908, 805, 1104, 838]
